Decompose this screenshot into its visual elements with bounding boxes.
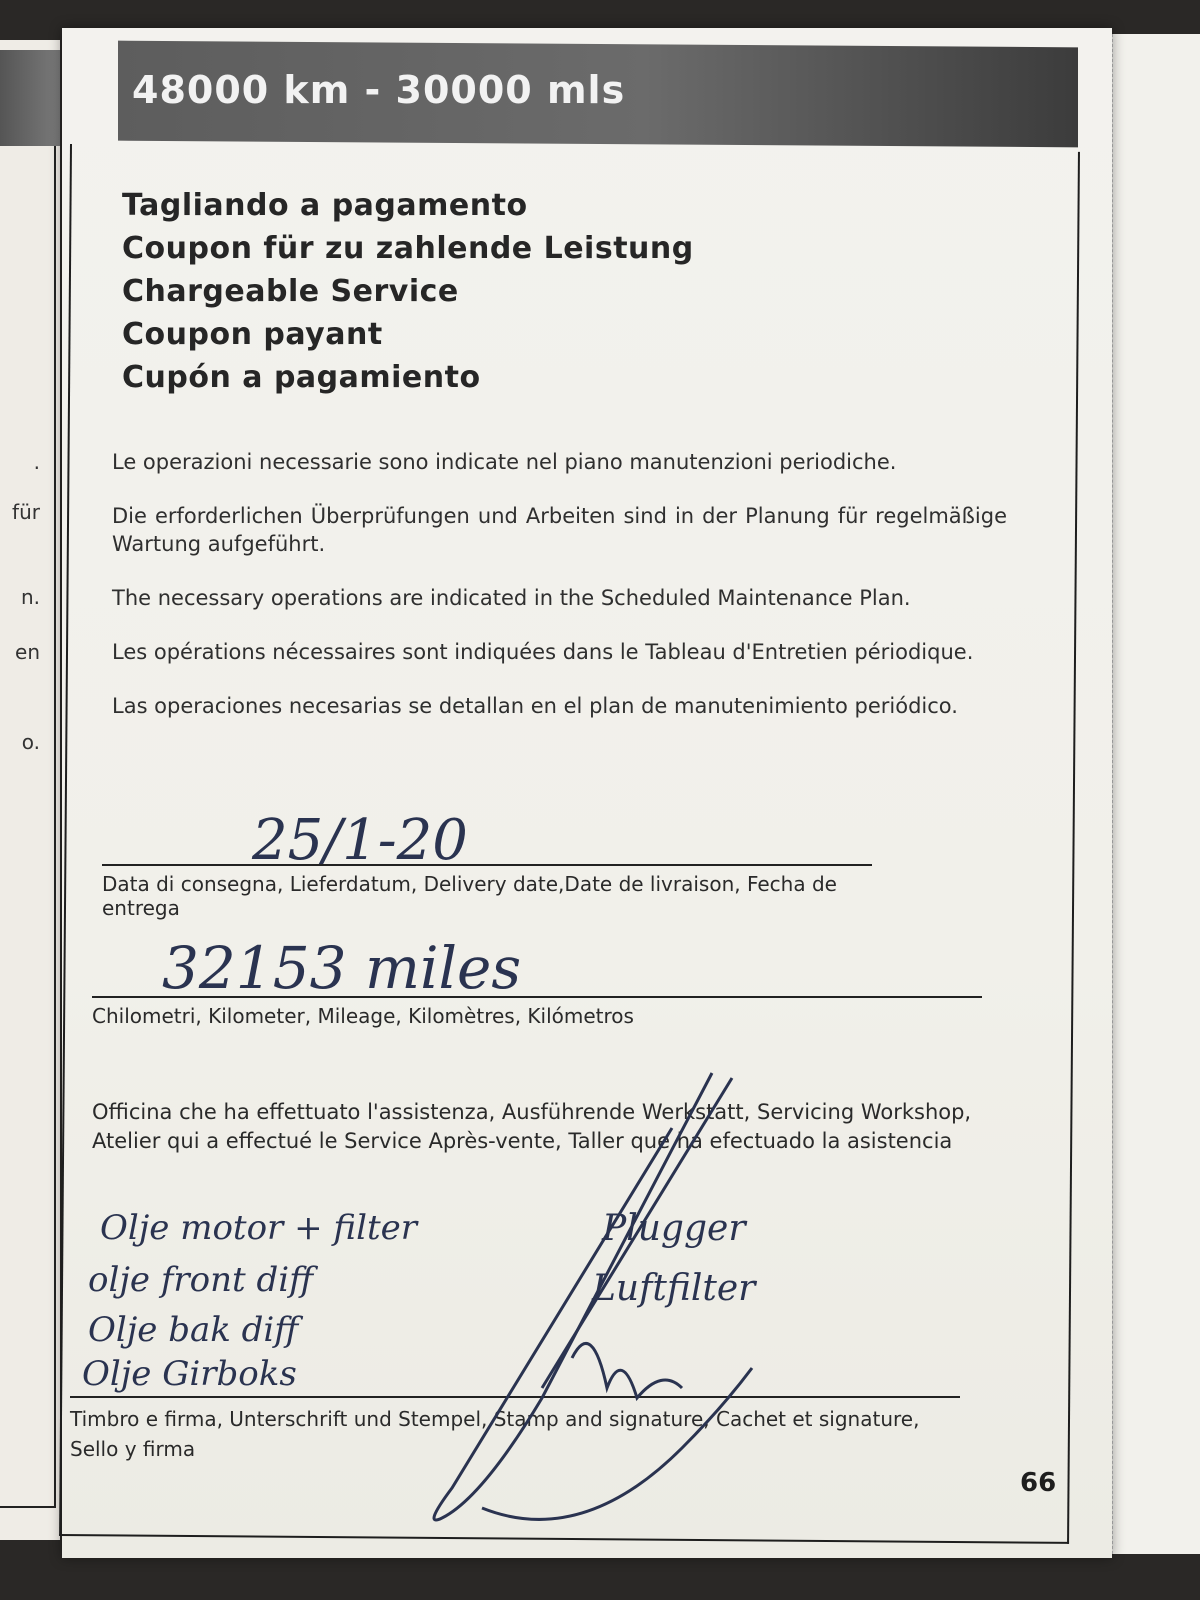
mileage-label: Chilometri, Kilometer, Mileage, Kilomètres, Kilómetros: [92, 1004, 634, 1028]
instructions: [112, 448, 1007, 746]
service-coupon-page: [62, 28, 1112, 1558]
instruction-spanish: Las operaciones necesarias se detallan en el plan de manutenimiento periódico.: [112, 694, 958, 718]
instruction-german: Die erforderlichen Überprüfungen und Arbeiten sind in der Planung für regelmäßige Wartung aufgeführt.: [112, 504, 1007, 556]
left-page-fragment: o.: [21, 730, 40, 754]
left-page-frame: [0, 146, 56, 1508]
left-page-fragment: en: [15, 640, 40, 664]
title-spanish: Cupón a pagamiento: [122, 360, 481, 395]
workshop-note: Plugger: [602, 1208, 746, 1249]
signature-scribble: [422, 1068, 762, 1528]
mileage-field: [92, 996, 982, 1028]
page-number: 66: [1020, 1468, 1057, 1498]
workshop-note: olje front diff: [88, 1260, 314, 1300]
left-page-header-band: [0, 50, 60, 146]
instruction-italian: Le operazioni necessarie sono indicate nel piano manutenzioni periodiche.: [112, 450, 897, 474]
title-french: Coupon payant: [122, 317, 383, 352]
workshop-label: Officina che ha effettuato l'assistenza, Ausführende Werkstatt, Servicing Workshop, Atelier qui a effectué le Service Après-vente, Taller que ha efectuado la asistencia: [92, 1100, 972, 1153]
left-page-fragment: n.: [20, 585, 40, 609]
left-page-fragment: .: [33, 450, 40, 474]
title-english: Chargeable Service: [122, 274, 459, 309]
delivery-date-handwritten: 25/1-20: [252, 808, 468, 873]
page-title: 48000 km - 30000 mls: [132, 68, 626, 112]
workshop-note: Olje Girboks: [82, 1354, 297, 1394]
title-italian: Tagliando a pagamento: [122, 188, 528, 223]
workshop-note: Olje motor + filter: [100, 1208, 418, 1248]
delivery-date-line: [102, 864, 872, 866]
right-page-edge: [1112, 34, 1200, 1554]
instruction-english: The necessary operations are indicated in the Scheduled Maintenance Plan.: [112, 586, 911, 610]
title-german: Coupon für zu zahlende Leistung: [122, 231, 694, 266]
delivery-date-label: Data di consegna, Lieferdatum, Delivery date,Date de livraison, Fecha de entrega: [102, 872, 837, 920]
stamp-label: Timbro e firma, Unterschrift und Stempel, Stamp and signature, Cachet et signature, Sello y firma: [70, 1407, 920, 1461]
mileage-handwritten: 32153 miles: [162, 934, 522, 1002]
instruction-french: Les opérations nécessaires sont indiquées dans le Tableau d'Entretien périodique.: [112, 640, 974, 664]
delivery-date-field: [102, 864, 872, 920]
left-page-edge: [0, 40, 60, 1540]
coupon-titles: [122, 188, 694, 403]
left-page-fragment: für: [12, 500, 40, 524]
mileage-line: [92, 996, 982, 998]
workshop-note: Olje bak diff: [88, 1310, 299, 1350]
workshop-note: Luftfilter: [592, 1268, 756, 1309]
